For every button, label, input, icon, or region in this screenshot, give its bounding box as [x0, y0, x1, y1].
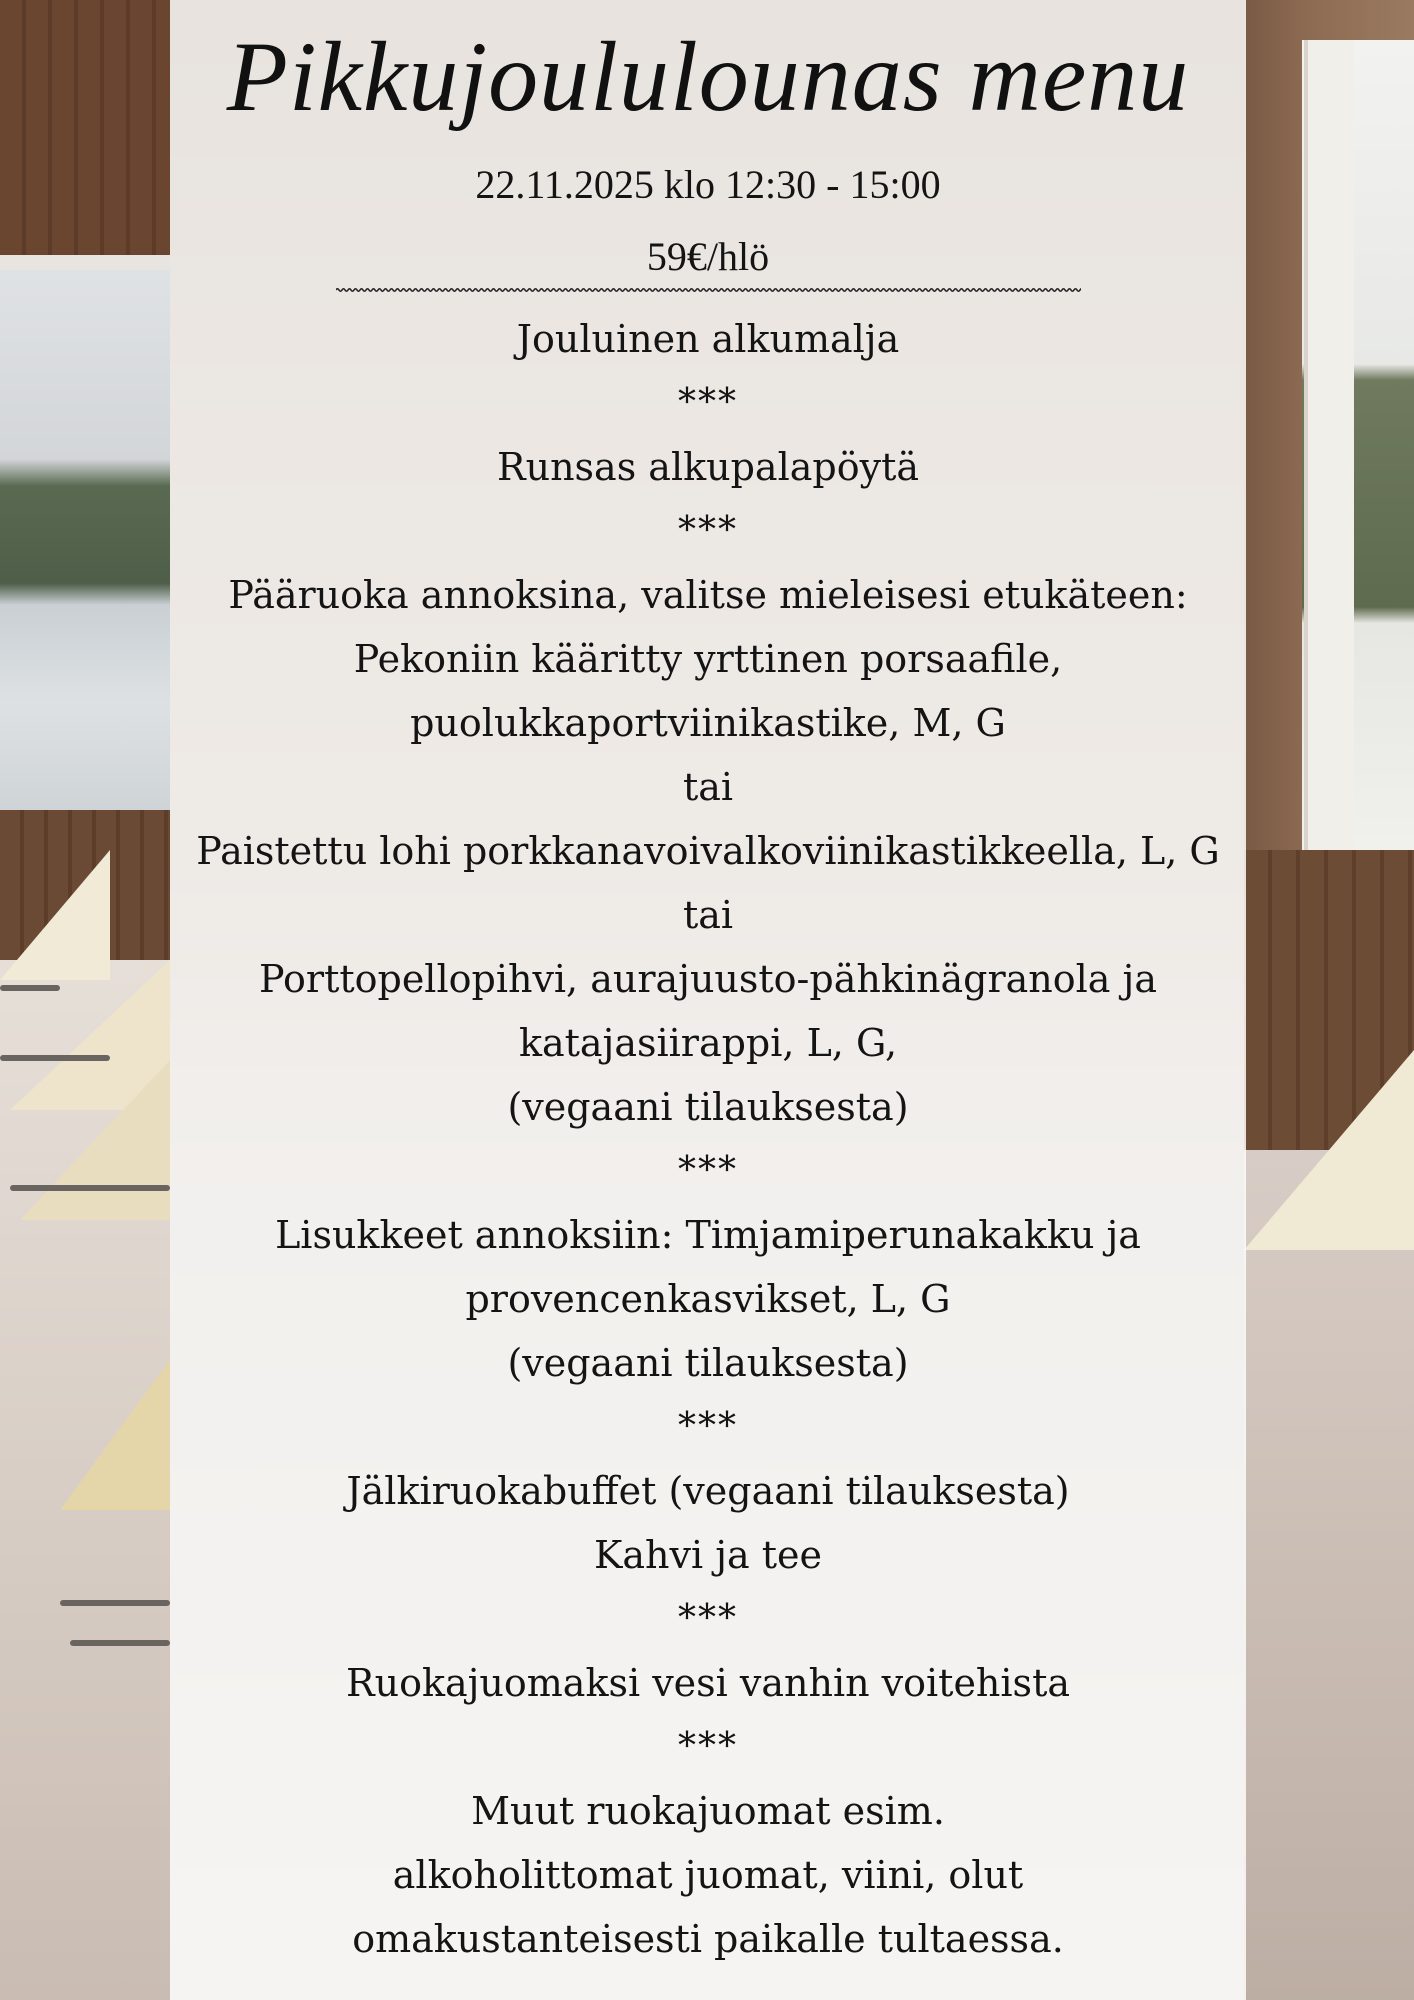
window-view: [0, 270, 170, 810]
napkin: [60, 1360, 170, 1510]
menu-line: Pääruoka annoksina, valitse mieleisesi etukäteen:: [228, 573, 1188, 617]
menu-line: (vegaani tilauksesta): [507, 1341, 909, 1385]
menu-list: [170, 307, 1246, 1971]
menu-line: omakustanteisesti paikalle tultaessa.: [352, 1917, 1064, 1961]
cutlery: [70, 1640, 170, 1646]
menu-separator: ***: [678, 1150, 738, 1191]
table-cloth: [1244, 1150, 1414, 2000]
menu-panel: [170, 0, 1246, 2000]
menu-separator: ***: [678, 1598, 738, 1639]
menu-line: provencenkasvikset, L, G: [465, 1277, 951, 1321]
menu-line: Jouluinen alkumalja: [516, 317, 900, 361]
menu-line: alkoholittomat juomat, viini, olut: [392, 1853, 1024, 1897]
price: 59€/hlö: [646, 234, 770, 279]
menu-line: Jälkiruokabuffet (vegaani tilauksesta): [346, 1469, 1070, 1513]
menu-line: tai: [682, 893, 734, 937]
menu-line: (vegaani tilauksesta): [507, 1085, 909, 1129]
menu-separator: ***: [678, 1406, 738, 1447]
menu-line: Muut ruokajuomat esim.: [471, 1789, 945, 1833]
napkin: [20, 1060, 170, 1220]
page-title: Pikkujoululounas menu: [226, 21, 1190, 132]
decorative-wave-divider: [336, 285, 1081, 295]
menu-line: Kahvi ja tee: [594, 1533, 822, 1577]
menu-line: tai: [682, 765, 734, 809]
menu-line: Runsas alkupalapöytä: [497, 445, 919, 489]
event-date-time: 22.11.2025 klo 12:30 - 15:00: [475, 162, 941, 207]
menu-separator: ***: [678, 510, 738, 551]
cutlery: [10, 1185, 170, 1191]
menu-separator: ***: [678, 382, 738, 423]
menu-line: puolukkaportviinikastike, M, G: [410, 701, 1006, 745]
menu-line: Lisukkeet annoksiin: Timjamiperunakakku ja: [275, 1213, 1141, 1257]
menu-separator: ***: [678, 1726, 738, 1767]
napkin: [1244, 1050, 1414, 1250]
menu-line: Pekoniin kääritty yrttinen porsaafile,: [353, 637, 1063, 681]
menu-line: Porttopellopihvi, aurajuusto-pähkinägranola ja: [259, 957, 1157, 1001]
menu-line: Ruokajuomaksi vesi vanhin voitehista: [345, 1661, 1070, 1705]
cutlery: [60, 1600, 170, 1606]
menu-line: Paistettu lohi porkkanavoivalkoviinikastikkeella, L, G: [196, 829, 1220, 873]
cutlery: [0, 1055, 110, 1061]
cutlery: [0, 985, 60, 991]
window-frame: [1308, 40, 1354, 850]
menu-line: katajasiirappi, L, G,: [518, 1021, 898, 1065]
wood-panel: [0, 0, 170, 270]
